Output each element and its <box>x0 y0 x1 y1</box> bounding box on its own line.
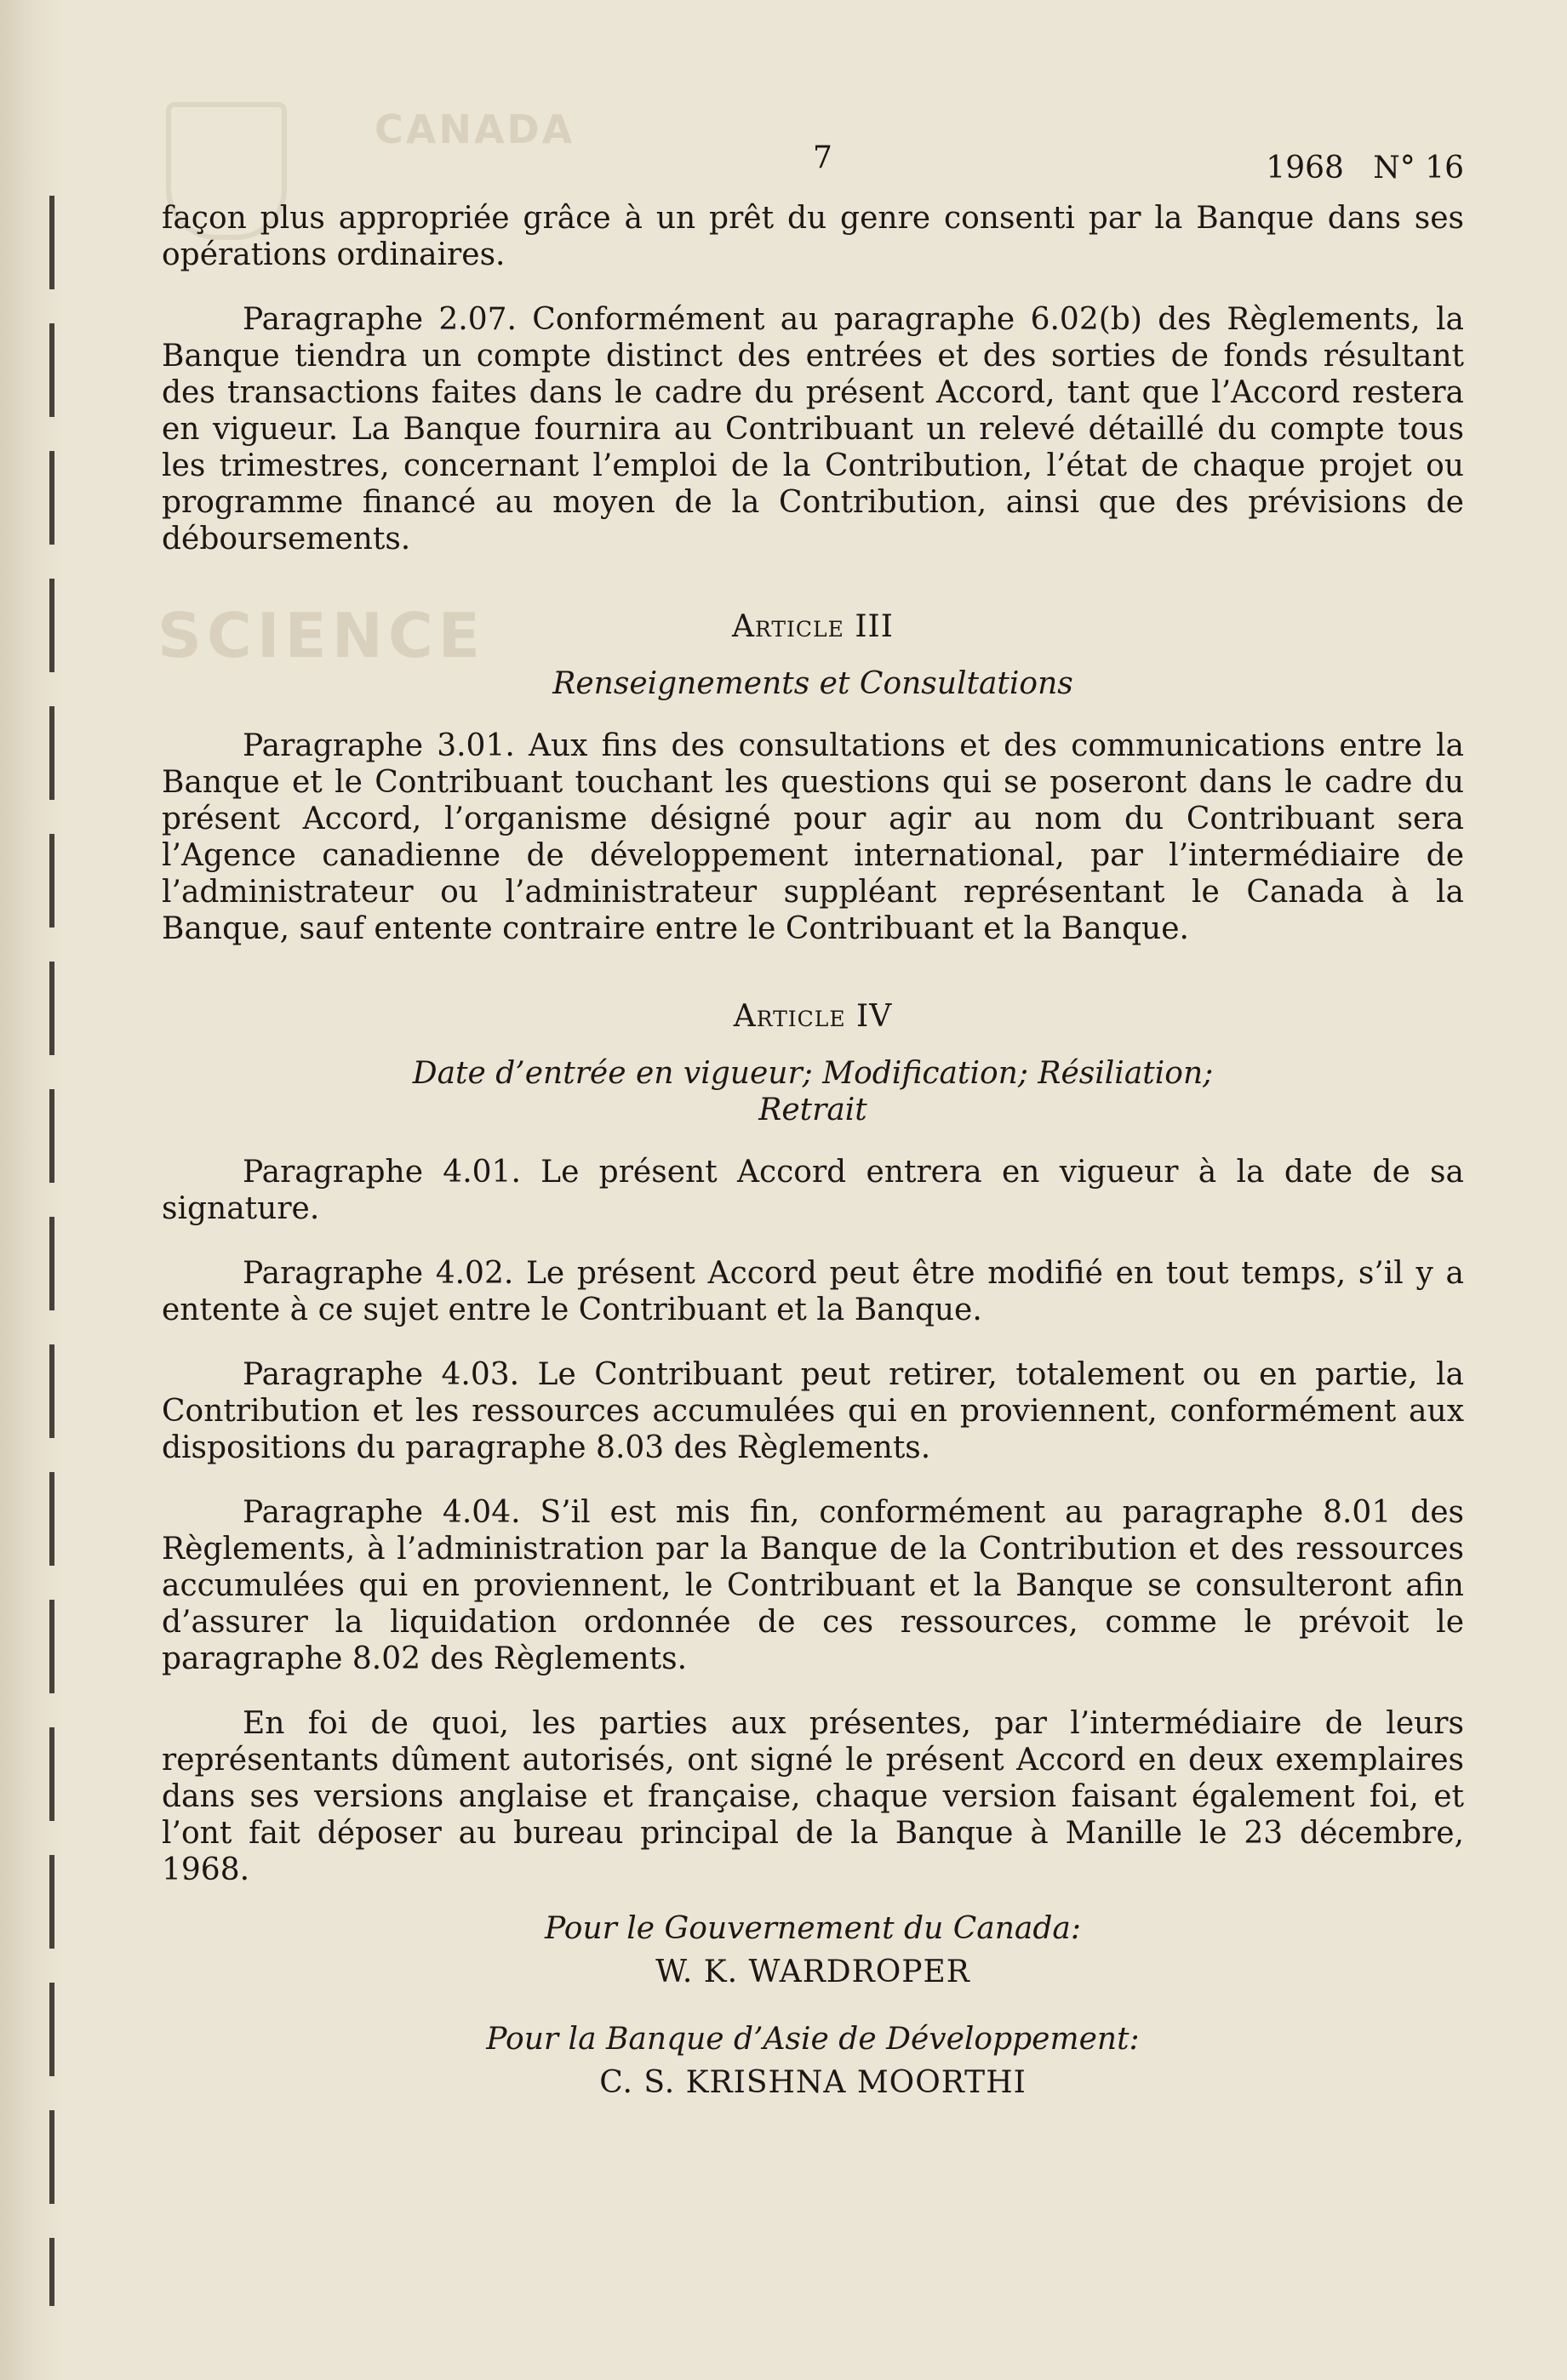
article-4-heading: Article IV <box>733 999 893 1034</box>
article-4-subheading-line-2: Retrait <box>758 1093 867 1127</box>
binding-stitch-line <box>49 196 54 2306</box>
page-header <box>162 140 1464 200</box>
show-through-text-canada: CANADA <box>375 106 575 152</box>
paragraph-4-01: Paragraphe 4.01. Le présent Accord entrera en vigueur à la date de sa signature. <box>162 1155 1464 1226</box>
signatory-canada-name: W. K. WARDROPER <box>655 1955 970 1989</box>
page-number: 7 <box>813 140 832 175</box>
article-4-subheading-line-1: Date d’entrée en vigueur; Modification; Résiliation; <box>412 1056 1214 1091</box>
paragraph-2-07: Paragraphe 2.07. Conformément au paragraphe 6.02(b) des Règlements, la Banque tiendra un compte distinct des entrées et des sorties de fonds résultant des transactions faites dans le cadre du présent Accord, tant que l’Accord restera en vigueur. La Banque fournira au Contribuant un relevé détaillé du compte tous les trimestres, concernant l’emploi de la Contribution, l’état de chaque projet ou programme financé au moyen de la Contribution, ainsi que des prévisions de déboursements. <box>162 302 1464 556</box>
paragraph-4-03: Paragraphe 4.03. Le Contribuant peut retirer, totalement ou en partie, la Contribution et les ressources accumulées qui en proviennent, conformément aux dispositions du paragraphe 8.03 des Règlements. <box>162 1357 1464 1465</box>
signatory-bank-title: Pour la Banque d’Asie de Développement: <box>486 2022 1140 2057</box>
treaty-reference: 1968 N° 16 <box>1266 151 1464 185</box>
signatory-bank-name: C. S. KRISHNA MOORTHI <box>599 2065 1027 2100</box>
article-3-subheading: Renseignements et Consultations <box>552 666 1073 701</box>
paragraph-3-01: Paragraphe 3.01. Aux fins des consultations et des communications entre la Banque et le Contribuant touchant les questions qui se poseront dans le cadre du présent Accord, l’organisme désigné pour agir au nom du Contribuant sera l’Agence canadienne de développement international, par l’intermédiaire de l’administrateur ou l’administrateur suppléant représentant le Canada à la Banque, sauf entente contraire entre le Contribuant et la Banque. <box>162 728 1464 946</box>
signatory-canada-title: Pour le Gouvernement du Canada: <box>545 1911 1081 1946</box>
paragraph-4-02: Paragraphe 4.02. Le présent Accord peut être modifié en tout temps, s’il y a entente à ce sujet entre le Contribuant et la Banque. <box>162 1256 1464 1327</box>
show-through-text-science: SCIENCE <box>157 600 485 671</box>
testimonium-paragraph: En foi de quoi, les parties aux présentes, par l’intermédiaire de leurs représentants dûment autorisés, ont signé le présent Accord en deux exemplaires dans ses versions anglaise et française, chaque version faisant également foi, et l’ont fait déposer au bureau principal de la Banque à Manille le 23 décembre, 1968. <box>162 1706 1464 1887</box>
continuation-paragraph: façon plus appropriée grâce à un prêt du genre consenti par la Banque dans ses opérations ordinaires. <box>162 201 1464 272</box>
page-binding-edge <box>0 0 66 2380</box>
document-page <box>162 140 1464 2101</box>
paragraph-4-04: Paragraphe 4.04. S’il est mis fin, conformément au paragraphe 8.01 des Règlements, à l’administration par la Banque de la Contribution et des ressources accumulées qui en proviennent, le Contribuant et la Banque se consulteront afin d’assurer la liquidation ordonnée de ces ressources, comme le prévoit le paragraphe 8.02 des Règlements. <box>162 1495 1464 1676</box>
article-3-heading: Article III <box>731 609 895 644</box>
